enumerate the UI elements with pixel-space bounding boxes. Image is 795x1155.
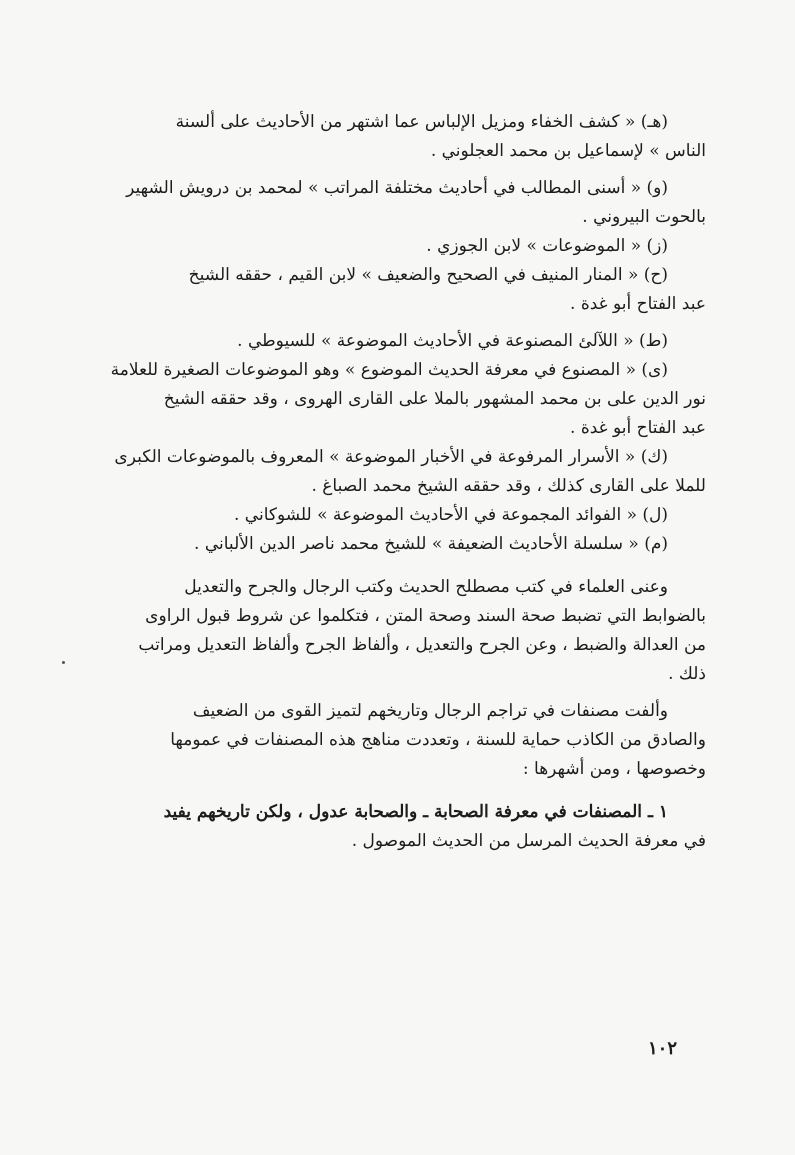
list-item-ya-line1: (ى) « المصنوع في معرفة الحديث الموضوع » وهو الموضوعات الصغيرة للعلامة — [110, 360, 668, 380]
section-heading-companions: ١ ـ المصنفات في معرفة الصحابة ـ والصحابة عدول ، ولكن تاريخهم يفيد — [163, 802, 668, 822]
list-item-lam: (ل) « الفوائد المجموعة في الأحاديث الموضوعة » للشوكاني . — [233, 505, 668, 525]
list-item-ta: (ط) « اللآلئ المصنوعة في الأحاديث الموضوعة » للسيوطي . — [237, 331, 668, 351]
margin-mark — [62, 661, 65, 664]
list-item-ha-line1: (ح) « المنار المنيف في الصحيح والضعيف » لابن القيم ، حققه الشيخ — [188, 265, 668, 285]
paragraph-1-line3: من العدالة والضبط ، وعن الجرح والتعديل ، وألفاظ الجرح وألفاظ التعديل ومراتب — [138, 635, 706, 655]
list-item-zay: (ز) « الموضوعات » لابن الجوزي . — [426, 236, 668, 256]
paragraph-2-line3: وخصوصها ، ومن أشهرها : — [522, 759, 706, 779]
list-item-kaf-line1: (ك) « الأسرار المرفوعة في الأخبار الموضوعة » المعروف بالموضوعات الكبرى — [114, 447, 668, 467]
list-item-mim: (م) « سلسلة الأحاديث الضعيفة » للشيخ محمد ناصر الدين الألباني . — [194, 534, 668, 554]
body-text — [88, 108, 706, 856]
paragraph-2-line2: والصادق من الكاذب حماية للسنة ، وتعددت مناهج هذه المصنفات في عمومها — [170, 730, 706, 750]
paragraph-1-line2: بالضوابط التي تضبط صحة السند وصحة المتن ، فتكلموا عن شروط قبول الراوى — [145, 606, 706, 626]
list-item-ha-line2: عبد الفتاح أبو غدة . — [570, 294, 706, 314]
list-item-he-line2: الناس » لإسماعيل بن محمد العجلوني . — [430, 141, 706, 161]
list-item-ya-line3: عبد الفتاح أبو غدة . — [570, 418, 706, 438]
list-item-ya-line2: نور الدين على بن محمد المشهور بالملا على القارى الهروى ، وقد حققه الشيخ — [163, 389, 706, 409]
paragraph-1-line1: وعنى العلماء في كتب مصطلح الحديث وكتب الرجال والجرح والتعديل — [184, 577, 668, 597]
list-item-kaf-line2: للملا على القارى كذلك ، وقد حققه الشيخ محمد الصباغ . — [311, 476, 706, 496]
list-item-waw-line1: (و) « أسنى المطالب في أحاديث مختلفة المراتب » لمحمد بن درويش الشهير — [126, 178, 668, 198]
list-item-he-line1: (هـ) « كشف الخفاء ومزيل الإلباس عما اشتهر من الأحاديث على ألسنة — [175, 112, 668, 132]
list-item-waw-line2: بالحوت البيروني . — [582, 207, 706, 227]
paragraph-3-line2: في معرفة الحديث المرسل من الحديث الموصول . — [351, 831, 706, 851]
page-number: ١٠٢ — [648, 1038, 678, 1059]
paragraph-1-line4: ذلك . — [668, 664, 706, 684]
paragraph-2-line1: وألفت مصنفات في تراجم الرجال وتاريخهم لتميز القوى من الضعيف — [192, 701, 668, 721]
